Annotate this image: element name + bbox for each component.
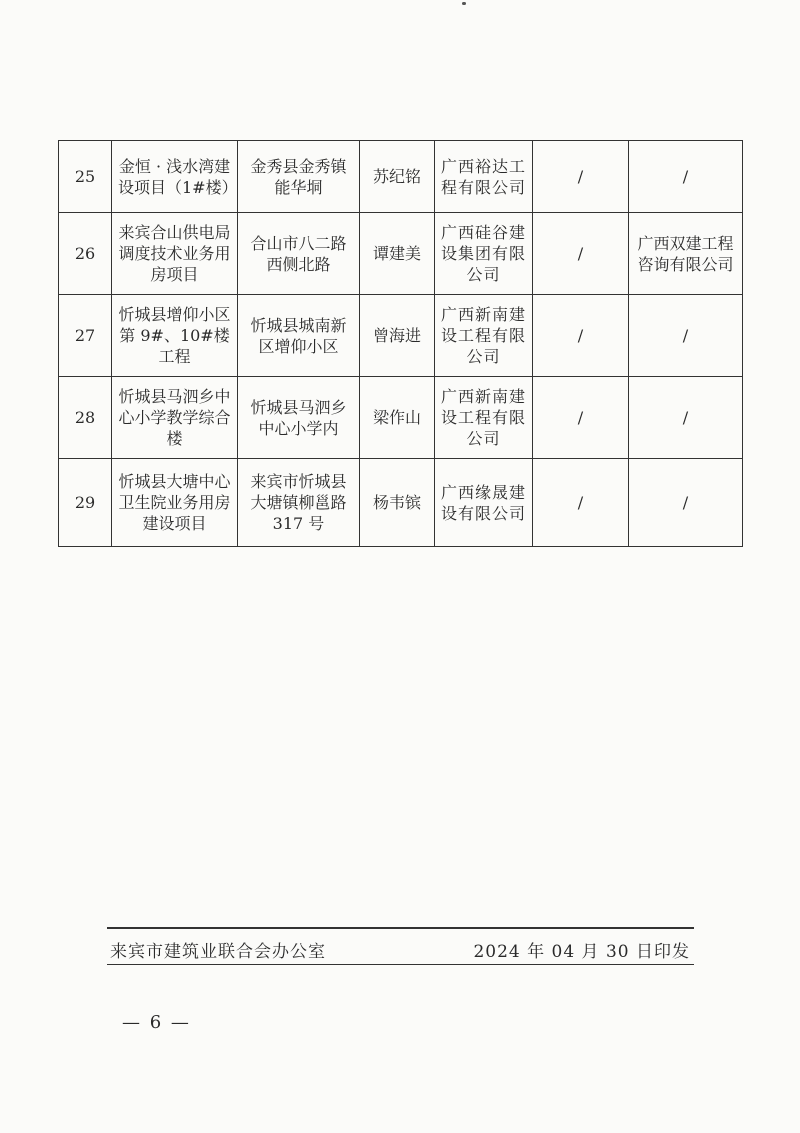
person-name: 杨韦镔 [360, 459, 435, 547]
footer-top-rule [107, 927, 694, 929]
project-name: 金恒 · 浅水湾建设项目（1#楼） [112, 141, 238, 213]
project-location: 金秀县金秀镇能华垌 [238, 141, 360, 213]
row-number: 28 [59, 377, 112, 459]
construction-company: 广西缘晟建设有限公司 [435, 459, 533, 547]
project-name: 来宾合山供电局调度技术业务用房项目 [112, 213, 238, 295]
project-name: 忻城县大塘中心卫生院业务用房建设项目 [112, 459, 238, 547]
issuer-name: 来宾市建筑业联合会办公室 [110, 942, 326, 962]
footer-bottom-rule [107, 964, 694, 965]
row-number: 29 [59, 459, 112, 547]
page-number: — 6 — [122, 1012, 191, 1033]
cell-col7: / [629, 141, 743, 213]
project-location: 忻城县城南新区增仰小区 [238, 295, 360, 377]
scan-speck [462, 2, 466, 5]
cell-col6: / [533, 141, 629, 213]
person-name: 曾海进 [360, 295, 435, 377]
cell-col6: / [533, 213, 629, 295]
cell-col6: / [533, 377, 629, 459]
cell-col7: / [629, 377, 743, 459]
row-number: 27 [59, 295, 112, 377]
project-location: 忻城县马泗乡中心小学内 [238, 377, 360, 459]
construction-company: 广西新南建设工程有限公司 [435, 377, 533, 459]
project-name: 忻城县增仰小区第 9#、10#楼工程 [112, 295, 238, 377]
project-table [58, 140, 743, 547]
construction-company: 广西硅谷建设集团有限公司 [435, 213, 533, 295]
table-row [59, 377, 743, 459]
table-row [59, 295, 743, 377]
project-location: 合山市八二路西侧北路 [238, 213, 360, 295]
table-row [59, 459, 743, 547]
issue-date: 2024 年 04 月 30 日印发 [473, 942, 690, 962]
row-number: 25 [59, 141, 112, 213]
table-row [59, 141, 743, 213]
construction-company: 广西裕达工程有限公司 [435, 141, 533, 213]
person-name: 谭建美 [360, 213, 435, 295]
person-name: 苏纪铭 [360, 141, 435, 213]
cell-col7: / [629, 459, 743, 547]
cell-col7: 广西双建工程咨询有限公司 [629, 213, 743, 295]
cell-col6: / [533, 295, 629, 377]
project-location: 来宾市忻城县大塘镇柳邕路 317 号 [238, 459, 360, 547]
project-name: 忻城县马泗乡中心小学教学综合楼 [112, 377, 238, 459]
cell-col7: / [629, 295, 743, 377]
row-number: 26 [59, 213, 112, 295]
construction-company: 广西新南建设工程有限公司 [435, 295, 533, 377]
person-name: 梁作山 [360, 377, 435, 459]
cell-col6: / [533, 459, 629, 547]
table-row [59, 213, 743, 295]
